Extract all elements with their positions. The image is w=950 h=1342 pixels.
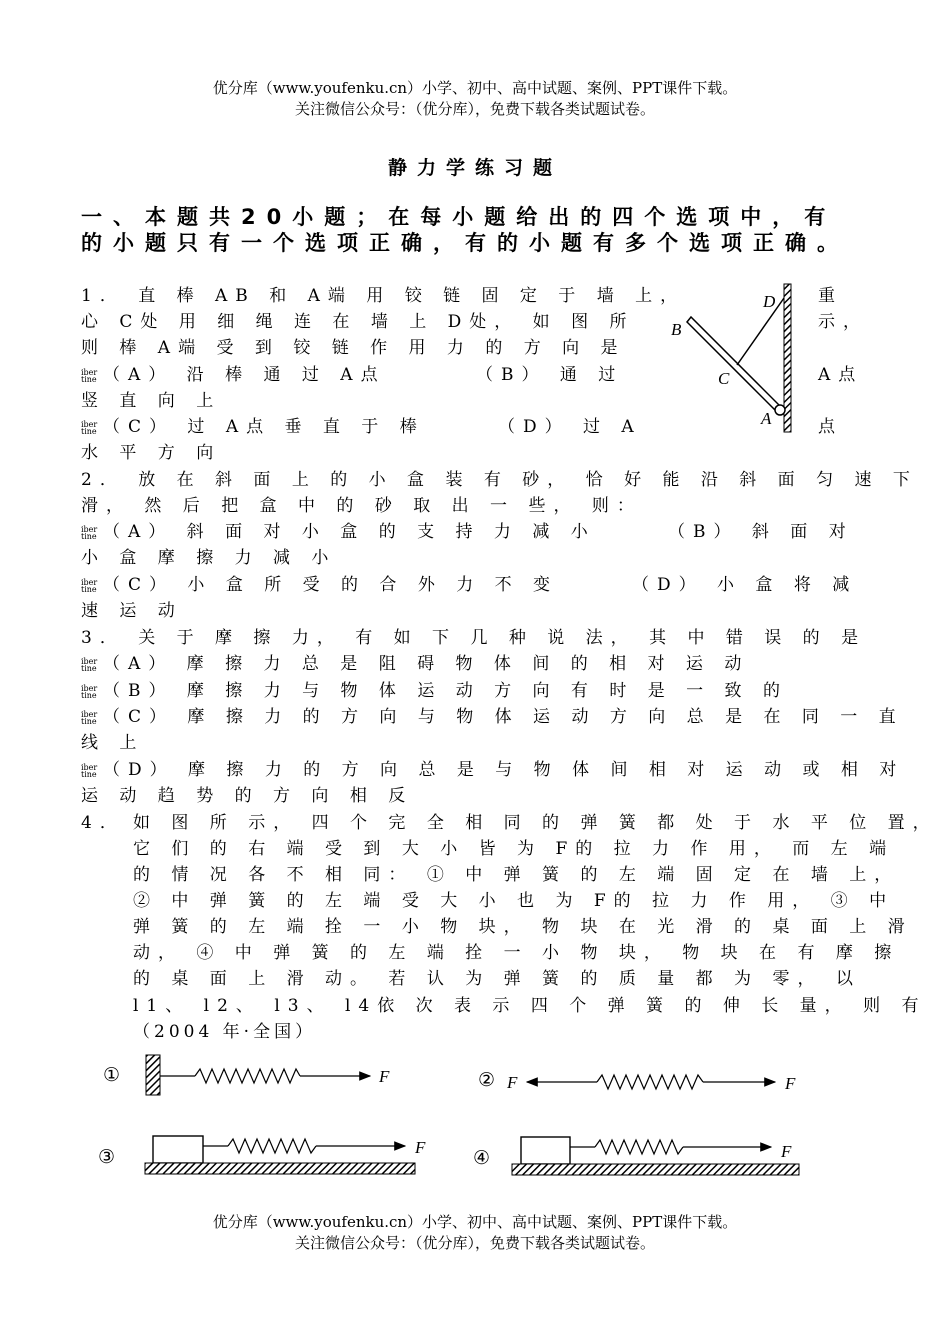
q2-line-1: 2． 放 在 斜 面 上 的 小 盒 装 有 砂， 恰 好 能 沿 斜 面 匀 速 下 bbox=[81, 470, 918, 490]
q3-option-d: iber tine （D） 摩 擦 力 的 方 向 总 是 与 物 体 间 相 对 运 动 或 相 对 bbox=[81, 760, 905, 780]
q4-line-1: 如 图 所 示， 四 个 完 全 相 同 的 弹 簧 都 处 于 水 平 位 置， bbox=[133, 813, 938, 833]
diagram-1-label: ① bbox=[103, 1064, 121, 1086]
label-d: D bbox=[763, 292, 776, 311]
q4-line-6: 动， ④ 中 弹 簧 的 左 端 拴 一 小 物 块， 物 块 在 有 摩 擦 bbox=[133, 943, 900, 963]
bullet-mark: iber tine bbox=[81, 683, 98, 700]
q2-option-b-cont: 小 盒 摩 擦 力 减 小 bbox=[81, 548, 337, 568]
diagram-4-spring bbox=[595, 1140, 683, 1154]
bullet-mark: iber tine bbox=[81, 656, 98, 673]
header-line-1: 优分库（www.youfenku.cn）小学、初中、高中试题、案例、PPT课件下载。 bbox=[212, 79, 738, 97]
q4-line-8: l1、 l2、 l3、 l4依 次 表 示 四 个 弹 簧 的 伸 长 量， 则 有 bbox=[133, 996, 927, 1016]
q3-option-c-cont: 线 上 bbox=[81, 733, 145, 753]
rod-ab bbox=[687, 317, 782, 413]
q3-option-c: iber tine （C） 摩 擦 力 的 方 向 与 物 体 运 动 方 向 总 是 在 同 一 直 bbox=[81, 707, 904, 727]
page-title: 静力学练习题 bbox=[387, 157, 562, 179]
label-a: A bbox=[761, 409, 772, 428]
q2-option-d-cont: 速 运 动 bbox=[81, 601, 183, 621]
q4-source: （2004 年·全国） bbox=[133, 1022, 317, 1042]
q2-option-c: iber tine （C） 小 盒 所 受 的 合 外 力 不 变 bbox=[81, 575, 559, 595]
bullet-mark: iber tine bbox=[81, 524, 98, 541]
q1-option-c: iber tine （C） 过 A点 垂 直 于 棒 bbox=[81, 417, 425, 437]
q1-line-3: 则 棒 A端 受 到 铰 链 作 用 力 的 方 向 是 bbox=[81, 338, 626, 358]
rope-cd bbox=[737, 298, 784, 365]
q4-line-4: ② 中 弹 簧 的 左 端 受 大 小 也 为 F的 拉 力 作 用， ③ 中 bbox=[133, 891, 895, 911]
q2-option-a: iber tine （A） 斜 面 对 小 盒 的 支 持 力 减 小 bbox=[81, 522, 596, 542]
bullet-mark: iber tine bbox=[81, 577, 98, 594]
diagram-4-table bbox=[512, 1164, 799, 1175]
q4-line-3: 的 情 况 各 不 相 同： ① 中 弹 簧 的 左 端 固 定 在 墙 上， bbox=[133, 865, 900, 885]
hinge-a bbox=[775, 405, 785, 415]
q4-line-7: 的 桌 面 上 滑 动。 若 认 为 弹 簧 的 质 量 都 为 零， 以 bbox=[133, 969, 861, 989]
q3-option-a: iber tine （A） 摩 擦 力 总 是 阻 碍 物 体 间 的 相 对 运 动 bbox=[81, 654, 750, 674]
diagram-2-right-force-label: F bbox=[785, 1074, 796, 1093]
diagram-3-block bbox=[153, 1136, 203, 1163]
label-c: C bbox=[718, 369, 730, 388]
q2-option-b: （B） 斜 面 对 bbox=[668, 522, 854, 542]
q3-line-1: 3． 关 于 摩 擦 力， 有 如 下 几 种 说 法， 其 中 错 误 的 是 bbox=[81, 628, 867, 648]
diagram-4-block bbox=[521, 1137, 570, 1164]
diagram-4-label: ④ bbox=[473, 1147, 491, 1169]
bullet-mark: iber tine bbox=[81, 419, 98, 436]
diagram-2-spring bbox=[597, 1075, 703, 1089]
header-line-2: 关注微信公众号：（优分库），免费下载各类试题试卷。 bbox=[294, 100, 655, 118]
q2-line-2: 滑， 然 后 把 盒 中 的 砂 取 出 一 些， 则： bbox=[81, 496, 642, 516]
bullet-mark: iber tine bbox=[81, 762, 98, 779]
q1-option-d: （D） 过 A bbox=[498, 417, 642, 437]
q1-option-d-cont: 水 平 方 向 bbox=[81, 443, 222, 463]
bullet-mark: iber tine bbox=[81, 367, 98, 384]
diagram-4-force-label: F bbox=[781, 1142, 792, 1161]
q1-line-2-right: 示， bbox=[818, 312, 868, 332]
diagram-1-spring bbox=[195, 1069, 300, 1083]
q1-option-d-right: 点 bbox=[818, 417, 843, 437]
q4-line-5: 弹 簧 的 左 端 拴 一 小 物 块， 物 块 在 光 滑 的 桌 面 上 滑 bbox=[133, 917, 913, 937]
q3-option-b: iber tine （B） 摩 擦 力 与 物 体 运 动 方 向 有 时 是 一 致 的 bbox=[81, 681, 788, 701]
section-heading: 一、本题共20小题；在每小题给出的四个选项中，有的小题只有一个选项正确，有的小题有多个选项正确。 bbox=[81, 205, 849, 255]
diagram-1-wall bbox=[146, 1055, 160, 1095]
q1-line-2: 心 C处 用 细 绳 连 在 墙 上 D处， 如 图 所 bbox=[81, 312, 635, 332]
footer-line-1: 优分库（www.youfenku.cn）小学、初中、高中试题、案例、PPT课件下载。 bbox=[212, 1213, 738, 1231]
q1-option-b-right: A点 bbox=[818, 365, 864, 385]
q1-option-a: iber tine （A） 沿 棒 通 过 A点 bbox=[81, 365, 386, 385]
q4-line-2: 它 们 的 右 端 受 到 大 小 皆 为 F的 拉 力 作 用， 而 左 端 bbox=[133, 839, 895, 859]
q1-line-1-right: 重 bbox=[818, 286, 843, 306]
diagram-2-label: ② bbox=[478, 1069, 496, 1091]
q1-option-b: （B） 通 过 bbox=[476, 365, 624, 385]
diagram-3-spring bbox=[228, 1139, 316, 1153]
q2-option-d: （D） 小 盒 将 减 bbox=[632, 575, 858, 595]
q4-number: 4． bbox=[81, 813, 125, 833]
label-b: B bbox=[671, 320, 682, 339]
q4-figure bbox=[95, 1050, 815, 1185]
q1-figure bbox=[665, 280, 805, 435]
diagram-3-table bbox=[145, 1163, 415, 1174]
bullet-mark: iber tine bbox=[81, 709, 98, 726]
footer-line-2: 关注微信公众号：（优分库），免费下载各类试题试卷。 bbox=[294, 1234, 655, 1252]
diagram-3-force-label: F bbox=[415, 1138, 426, 1157]
q3-option-d-cont: 运 动 趋 势 的 方 向 相 反 bbox=[81, 786, 414, 806]
q1-line-1: 1． 直 棒 AB 和 A端 用 铰 链 固 定 于 墙 上， bbox=[81, 286, 686, 306]
q1-option-b-cont: 竖 直 向 上 bbox=[81, 391, 222, 411]
diagram-1-force-label: F bbox=[379, 1067, 390, 1086]
diagram-2-left-force-label: F bbox=[507, 1073, 518, 1092]
diagram-3-label: ③ bbox=[98, 1146, 116, 1168]
